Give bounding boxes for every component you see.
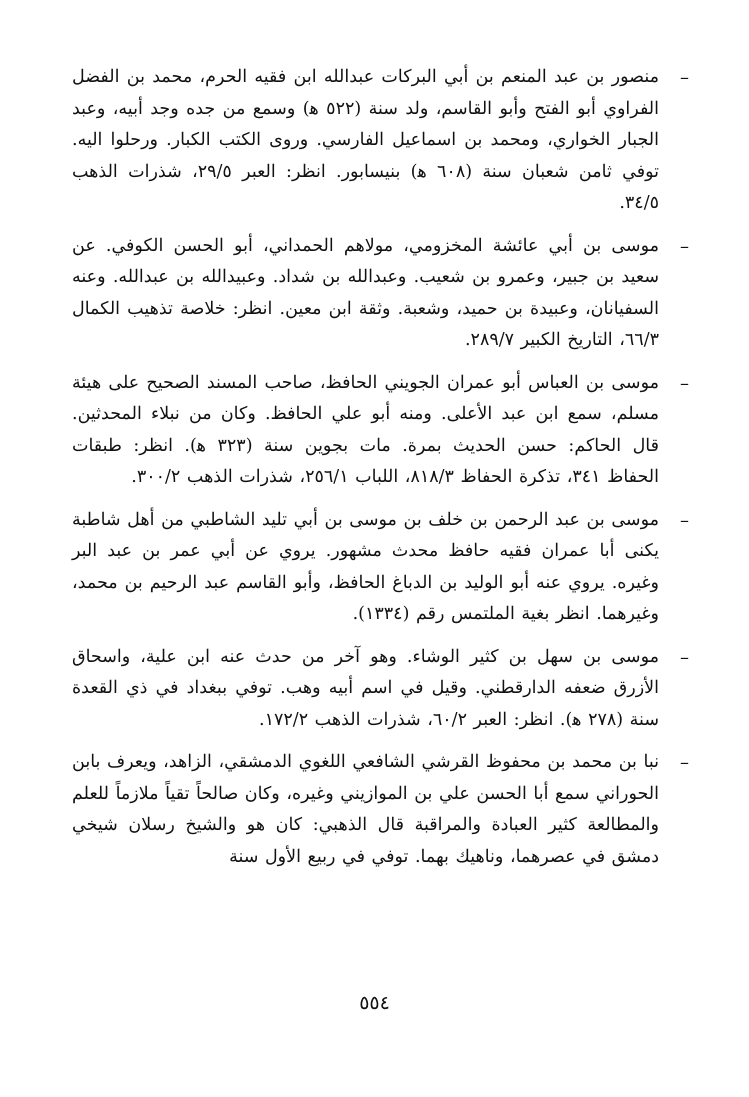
entry-text: منصور بن عبد المنعم بن أبي البركات عبدالله ابن فقيه الحرم، محمد بن الفضل الفراوي أبو الفتح وأبو القاسم، ولد سنة (٥٢٢ ﻫ) وسمع من جده وجد أبيه، وعبد الجبار الخواري، ومحمد بن اسماعيل الفارسي. وروى الكتب الكبار. ورحلوا اليه. توفي ثامن شعبان سنة (٦٠٨ ﻫ) بنيسابور. انظر: العبر ٢٩/٥، شذرات الذهب ٣٤/٥. bbox=[72, 67, 660, 213]
entry-text: موسى بن سهل بن كثير الوشاء. وهو آخر من حدث عنه ابن علية، واسحاق الأزرق ضعفه الدارقطني. وقيل في اسم أبيه وهب. توفي ببغداد في ذي القعدة سنة (٢٧٨ ﻫ). انظر: العبر ٦٠/٢، شذرات الذهب ١٧٢/٢. bbox=[72, 646, 659, 730]
entry-musa-abbas bbox=[72, 368, 689, 494]
entry-musa-abdulrahman bbox=[72, 505, 689, 631]
page-number: ٥٥٤ bbox=[359, 992, 390, 1014]
entry-dash: – bbox=[680, 67, 689, 88]
entry-dash: – bbox=[680, 509, 689, 531]
entry-text: موسى بن العباس أبو عمران الجويني الحافظ، صاحب المسند الصحيح على هيئة مسلم، سمع ابن عبد الأعلى. ومنه أبو علي الحافظ. وكان من نبلاء المحدثين. قال الحاكم: حسن الحديث بمرة. مات بجوين سنة (٣٢٣ ﻫ). انظر: طبقات الحفاظ ٣٤١، تذكرة الحفاظ ٨١٨/٣، اللباب ٢٥٦/١، شذرات الذهب ٣٠٠/٢. bbox=[72, 372, 659, 487]
entry-text: نبا بن محمد بن محفوظ القرشي الشافعي اللغوي الدمشقي، الزاهد، ويعرف بابن الحوراني سمع أبا الحسن علي بن الموازيني وغيره، وكان صالحاً تقياً ملازماً للعلم والمطالعة كثير العبادة والمراقبة قال الذهبي: كان هو والشيخ رسلان شيخي دمشق في عصرهما، وناهيك بهما. توفي في ربيع الأول سنة bbox=[72, 752, 659, 867]
entry-dash: – bbox=[680, 646, 689, 668]
entry-musa-sahl bbox=[72, 642, 689, 737]
entry-dash: – bbox=[680, 235, 689, 257]
entry-text: موسى بن عبد الرحمن بن خلف بن موسى بن أبي تليد الشاطبي من أهل شاطبة يكنى أبا عمران فقيه حافظ محدث مشهور. يروي عن أبي عمر بن عبد البر وغيره. يروي عنه أبو الوليد بن الدباغ الحافظ، وأبو القاسم عبد الرحيم بن محمد، وغيرهما. انظر بغية الملتمس رقم (١٣٣٤). bbox=[72, 509, 659, 624]
page-body bbox=[72, 62, 689, 884]
entry-dash: – bbox=[680, 752, 689, 773]
entry-musa-abi-aisha bbox=[72, 231, 689, 357]
entry-dash: – bbox=[680, 372, 689, 394]
entry-mansur bbox=[72, 62, 689, 220]
entry-naba bbox=[72, 747, 689, 873]
entry-text: موسى بن أبي عائشة المخزومي، مولاهم الحمداني، أبو الحسن الكوفي. عن سعيد بن جبير، وعمرو بن شعيب. وعبدالله بن شداد. وعبيدالله بن عبدالله. وعنه السفيانان، وعبيدة بن حميد، وشعبة. وثقة ابن معين. انظر: خلاصة تذهيب الكمال ٦٦/٣، التاريخ الكبير ٢٨٩/٧. bbox=[72, 235, 659, 350]
